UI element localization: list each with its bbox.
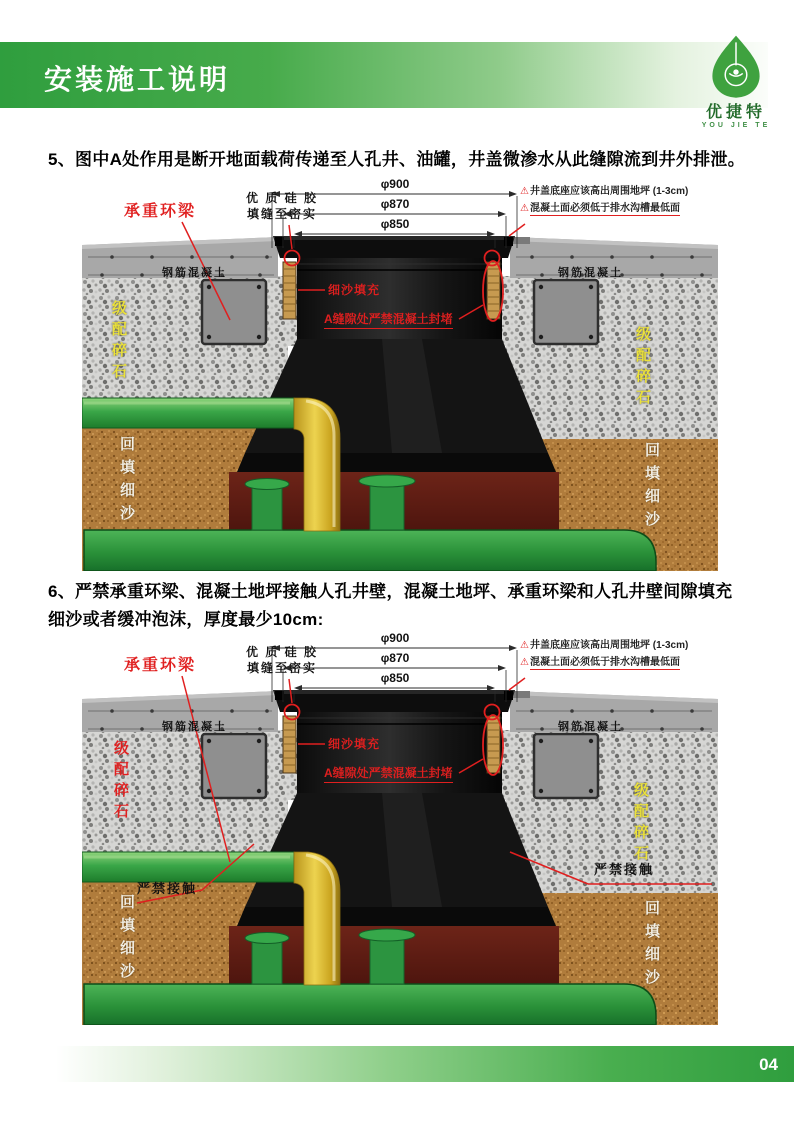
warning-icon: ⚠ [520,640,529,651]
reinforced-concrete-label: 钢筋混凝土 [558,267,623,279]
backfill-sand-label: 回填细沙 [643,900,660,992]
no-contact-label: 严禁接触 [137,881,198,896]
dimension-label: φ900 [380,631,410,645]
dimension-label: φ850 [380,217,410,231]
dimension-label: φ870 [380,197,410,211]
dimension-label: φ900 [380,177,410,191]
gap-note-label: A缝隙处严禁混凝土封堵 [324,764,453,783]
warning-note-1: ⚠井盖底座应该高出周围地坪 (1-3cm) [520,640,689,651]
warning-icon: ⚠ [520,186,529,197]
warning-notes [520,183,720,217]
backfill-sand-label: 回填细沙 [118,894,135,986]
backfill-sand-label: 回填细沙 [643,442,660,534]
no-contact-label: 严禁接触 [594,862,655,877]
diagram-1 [82,178,718,570]
gap-note-label: A缝隙处严禁混凝土封堵 [324,310,453,329]
dimension-label: φ870 [380,651,410,665]
reinforced-concrete-label: 钢筋混凝土 [558,721,623,733]
page-title: 安装施工说明 [44,64,231,95]
ring-beam-label: 承重环梁 [124,203,197,220]
paragraph-6: 6、严禁承重环梁、混凝土地坪接触人孔井壁，混凝土地坪、承重环梁和人孔井壁间隙填充 细沙或者缓冲泡沫，厚度最少10cm: [48,582,733,629]
sand-fill-label: 细沙填充 [328,283,381,297]
graded-gravel-label: 级配碎石 [110,300,127,384]
warning-notes [520,637,720,671]
dimension-and-leader-lines [82,632,718,1040]
logo-text: 优捷特 [705,104,766,121]
graded-gravel-label: 级配碎石 [632,782,649,866]
page-number: 04 [759,1055,778,1074]
reinforced-concrete-label: 钢筋混凝土 [162,721,227,733]
warning-icon: ⚠ [520,657,529,668]
diagram-2 [82,632,718,1040]
logo-subtitle: YOU JIE TE [701,122,771,129]
warning-note-1: ⚠井盖底座应该高出周围地坪 (1-3cm) [520,186,689,197]
warning-note-2: ⚠混凝土面必须低于排水沟槽最低面 [520,657,680,668]
warning-note-2: ⚠混凝土面必须低于排水沟槽最低面 [520,203,680,214]
footer-bar [56,1046,794,1082]
leaf-icon [707,34,765,98]
silicone-label: 优 质 硅 胶 填缝至密实 [245,191,318,221]
company-logo [690,34,782,129]
reinforced-concrete-label: 钢筋混凝土 [162,267,227,279]
ring-beam-label: 承重环梁 [124,657,197,674]
warning-icon: ⚠ [520,203,529,214]
sand-fill-label: 细沙填充 [328,737,381,751]
silicone-label: 优 质 硅 胶 填缝至密实 [245,645,318,675]
graded-gravel-label: 级配碎石 [112,740,129,824]
paragraph-5: 5、图中A处作用是断开地面载荷传递至人孔井、油罐，井盖微渗水从此缝隙流到井外排泄。 [48,150,746,169]
backfill-sand-label: 回填细沙 [118,436,135,528]
dimension-label: φ850 [380,671,410,685]
graded-gravel-label: 级配碎石 [634,326,651,410]
dimension-and-leader-lines [82,178,718,570]
header-banner [0,42,768,108]
